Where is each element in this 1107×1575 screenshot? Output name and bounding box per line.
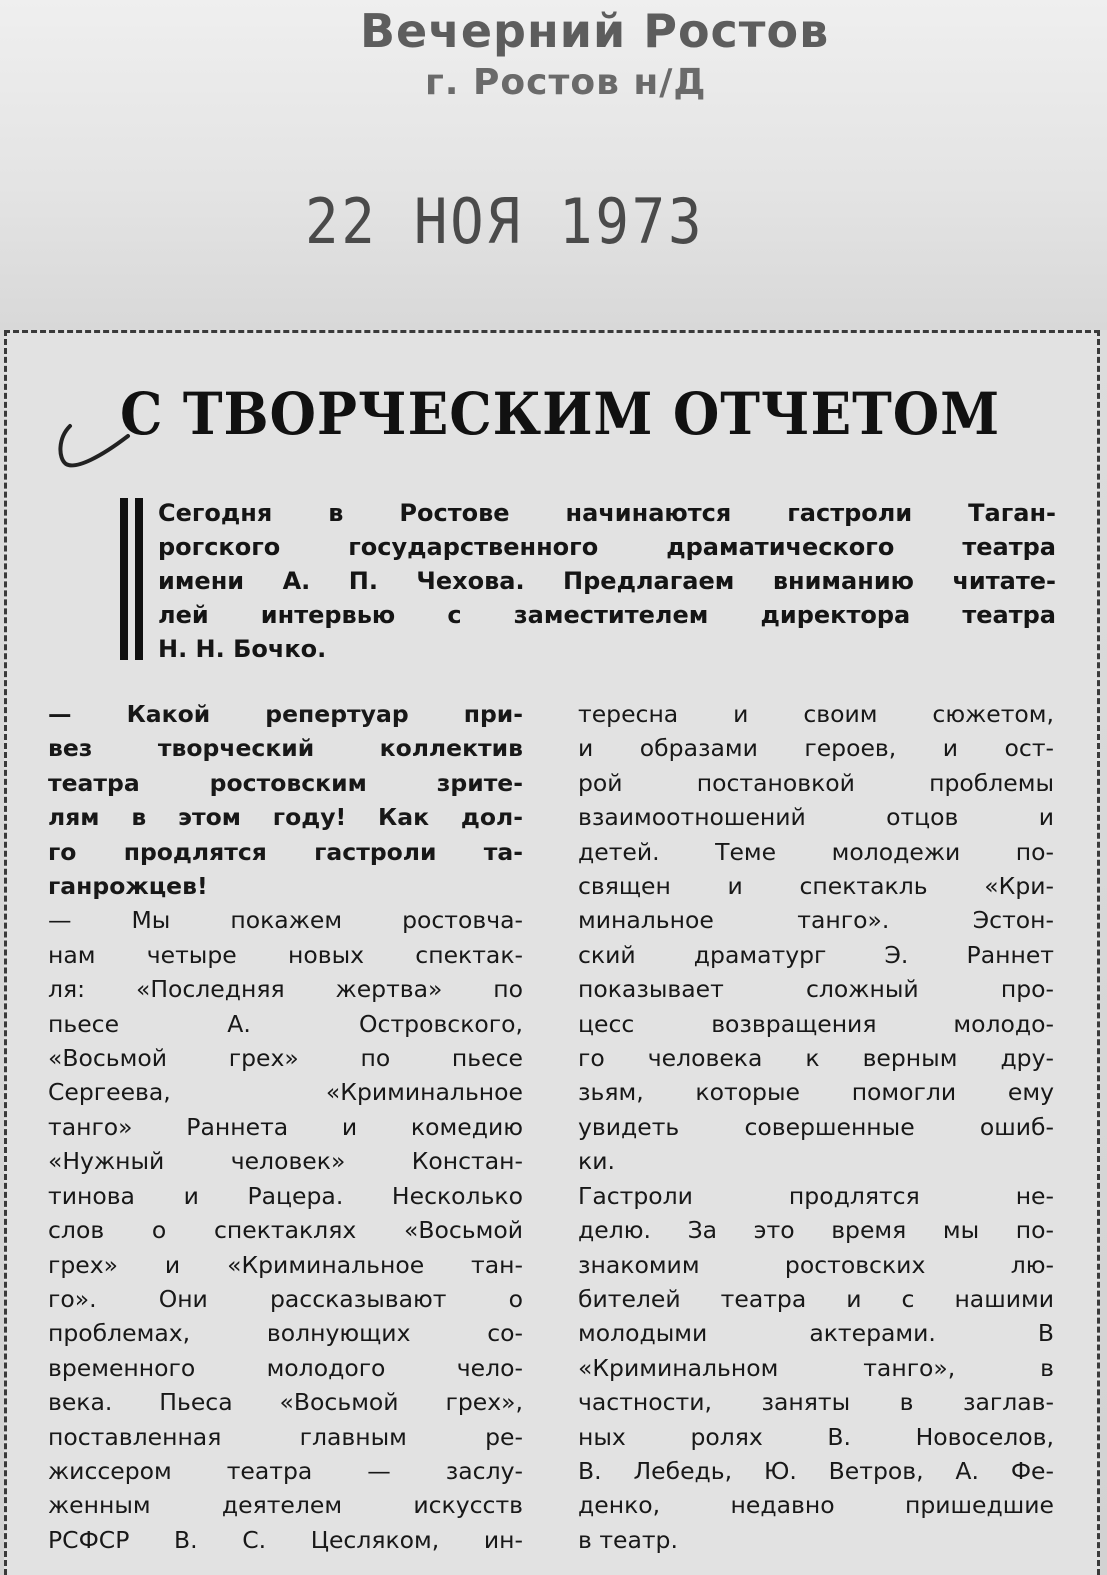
text-line: рой постановкой проблемы [578, 768, 1054, 797]
text-line: В. Лебедь, Ю. Ветров, А. Фе- [578, 1456, 1054, 1485]
text-line: поставленная главным ре- [48, 1422, 523, 1451]
text-line: взаимоотношений отцов и [578, 803, 1054, 832]
text-line: грех» и «Криминальное тан- [48, 1250, 523, 1279]
text-line: — Какой репертуар при- [48, 700, 523, 728]
text-line: века. Пьеса «Восьмой грех», [48, 1388, 523, 1417]
text-line: молодыми актерами. В [578, 1319, 1054, 1348]
text-line: — Мы покажем ростовча- [48, 906, 523, 935]
text-line: РСФСР В. С. Цесляком, ин- [48, 1525, 523, 1554]
stamp-city: г. Ростов н/Д [425, 62, 707, 103]
text-line: Сергеева, «Криминальное [48, 1078, 523, 1107]
text-line: ных ролях В. Новоселов, [578, 1422, 1054, 1451]
text-line: тинова и Рацера. Несколько [48, 1181, 523, 1210]
text-line: танго» Раннета и комедию [48, 1112, 523, 1141]
text-line: го». Они рассказывают о [48, 1284, 523, 1313]
stamp-newspaper-name: Вечерний Ростов [360, 4, 830, 58]
text-line: увидеть совершенные ошиб- [578, 1112, 1054, 1141]
text-line: частности, заняты в заглав- [578, 1388, 1054, 1417]
text-line: и образами героев, и ост- [578, 734, 1054, 763]
lead-rule [135, 498, 143, 660]
text-line: жиссером театра — заслу- [48, 1456, 523, 1485]
lead-rule [120, 498, 128, 660]
article-headline: С ТВОРЧЕСКИМ ОТЧЕТОМ [120, 380, 1001, 448]
text-line: пьесе А. Островского, [48, 1009, 523, 1038]
text-line: ский драматург Э. Раннет [578, 940, 1054, 969]
text-line: проблемах, волнующих со- [48, 1319, 523, 1348]
text-line: священ и спектакль «Кри- [578, 872, 1054, 901]
text-line: «Восьмой грех» по пьесе [48, 1044, 523, 1073]
lead-line: имени А. П. Чехова. Предлагаем вниманию читате- [158, 567, 1056, 595]
text-line: показывает сложный про- [578, 975, 1054, 1004]
text-line: в театр. [578, 1525, 678, 1554]
text-line: нам четыре новых спектак- [48, 940, 523, 969]
text-line: Гастроли продлятся не- [578, 1181, 1054, 1210]
text-line: театра ростовским зрите- [48, 768, 523, 797]
text-line: ля: «Последняя жертва» по [48, 975, 523, 1004]
lead-line: лей интервью с заместителем директора театра [158, 601, 1056, 629]
text-line: ганрожцев! [48, 872, 208, 901]
text-line: бителей театра и с нашими [578, 1284, 1054, 1313]
stamp-date: 22 НОЯ 1973 [305, 185, 705, 258]
archive-stamp-area [0, 0, 1107, 330]
lead-line: Сегодня в Ростове начинаются гастроли Таган- [158, 499, 1056, 527]
article-lead [158, 496, 1056, 666]
text-line: знакомим ростовских лю- [578, 1250, 1054, 1279]
text-line: зьям, которые помогли ему [578, 1078, 1054, 1107]
lead-line: рогского государственного драматического театра [158, 533, 1056, 561]
text-line: детей. Теме молодежи по- [578, 837, 1054, 866]
lead-line: Н. Н. Бочко. [158, 635, 327, 663]
text-line: временного молодого чело- [48, 1353, 523, 1382]
text-line: го человека к верным дру- [578, 1044, 1054, 1073]
text-line: минальное танго». Эстон- [578, 906, 1054, 935]
text-line: «Нужный человек» Констан- [48, 1147, 523, 1176]
text-line: цесс возвращения молодо- [578, 1009, 1054, 1038]
text-line: делю. За это время мы по- [578, 1216, 1054, 1245]
text-line: вез творческий коллектив [48, 734, 523, 763]
article-column-1 [48, 697, 523, 1557]
text-line: тересна и своим сюжетом, [578, 700, 1054, 728]
text-line: денко, недавно пришедшие [578, 1491, 1054, 1520]
text-line: го продлятся гастроли та- [48, 837, 523, 866]
article-column-2 [578, 697, 1054, 1557]
text-line: слов о спектаклях «Восьмой [48, 1216, 523, 1245]
text-line: женным деятелем искусств [48, 1491, 523, 1520]
text-line: «Криминальном танго», в [578, 1353, 1054, 1382]
text-line: ки. [578, 1147, 615, 1176]
text-line: лям в этом году! Как дол- [48, 803, 523, 832]
